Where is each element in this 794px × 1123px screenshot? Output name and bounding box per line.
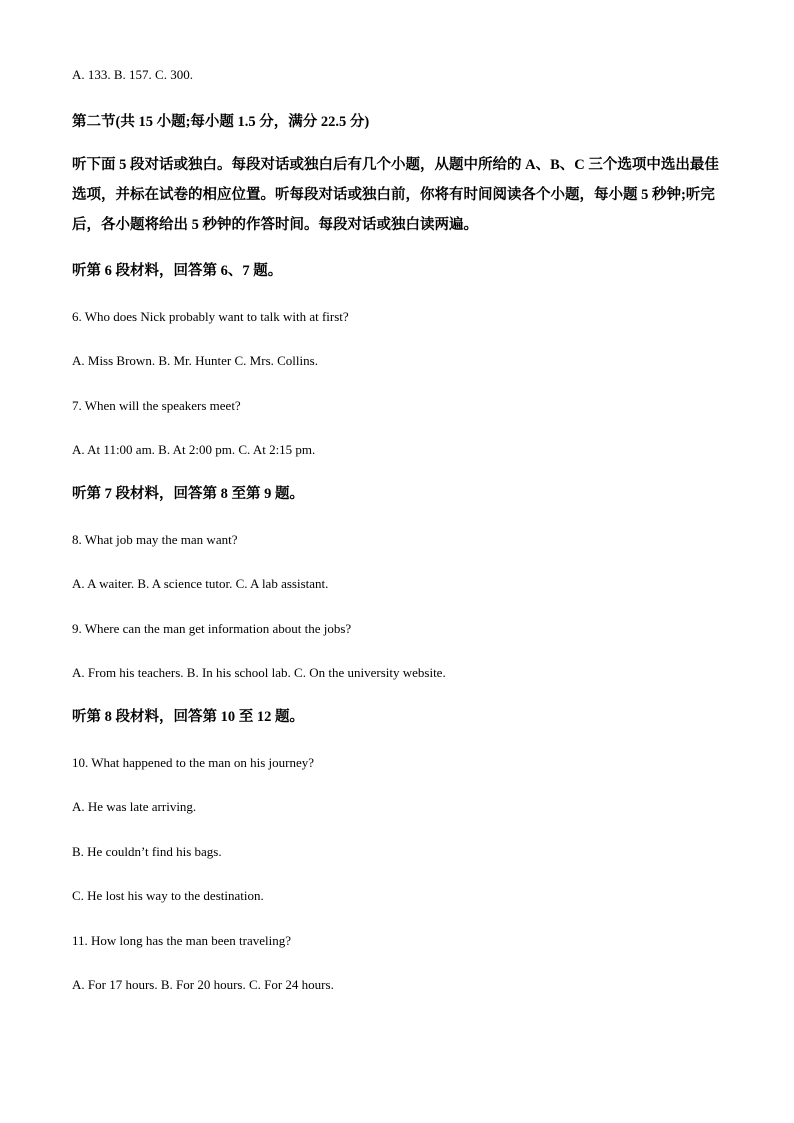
question-7: 7. When will the speakers meet? xyxy=(72,398,241,413)
question-11: 11. How long has the man been traveling? xyxy=(72,933,292,948)
material-6-heading: 听第 6 段材料，回答第 6、7 题。 xyxy=(72,263,283,279)
question-10: 10. What happened to the man on his journey? xyxy=(72,755,315,770)
material-8-heading: 听第 8 段材料，回答第 10 至 12 题。 xyxy=(72,709,304,725)
question-9: 9. Where can the man get information about the jobs? xyxy=(72,621,352,636)
question-8: 8. What job may the man want? xyxy=(72,532,238,547)
question-6: 6. Who does Nick probably want to talk with at first? xyxy=(72,309,349,324)
answer-option-q10-b: B. He couldn’t find his bags. xyxy=(72,844,222,859)
answer-options-q8: A. A waiter. B. A science tutor. C. A lab assistant. xyxy=(72,576,329,591)
section-instructions: 听下面 5 段对话或独白。每段对话或独白后有几个小题，从题中所给的 A、B、C 三个选项中选出最佳选项，并标在试卷的相应位置。听每段对话或独白前，你将有时间阅读各个小题，每小题 5 秒钟;听完后，各小题将给出 5 秒钟的作答时间。每段对话或独白读两遍。 xyxy=(72,157,719,233)
answer-options-q6: A. Miss Brown. B. Mr. Hunter C. Mrs. Collins. xyxy=(72,353,318,368)
answer-option-q10-c: C. He lost his way to the destination. xyxy=(72,888,264,903)
answer-options-q11: A. For 17 hours. B. For 20 hours. C. For 24 hours. xyxy=(72,977,334,992)
section-heading: 第二节(共 15 小题;每小题 1.5 分，满分 22.5 分) xyxy=(72,114,370,130)
answer-options-q5: A. 133. B. 157. C. 300. xyxy=(72,67,193,82)
answer-options-q7: A. At 11:00 am. B. At 2:00 pm. C. At 2:15 pm. xyxy=(72,442,316,457)
answer-options-q9: A. From his teachers. B. In his school lab. C. On the university website. xyxy=(72,665,446,680)
answer-option-q10-a: A. He was late arriving. xyxy=(72,799,197,814)
material-7-heading: 听第 7 段材料，回答第 8 至第 9 题。 xyxy=(72,486,304,502)
